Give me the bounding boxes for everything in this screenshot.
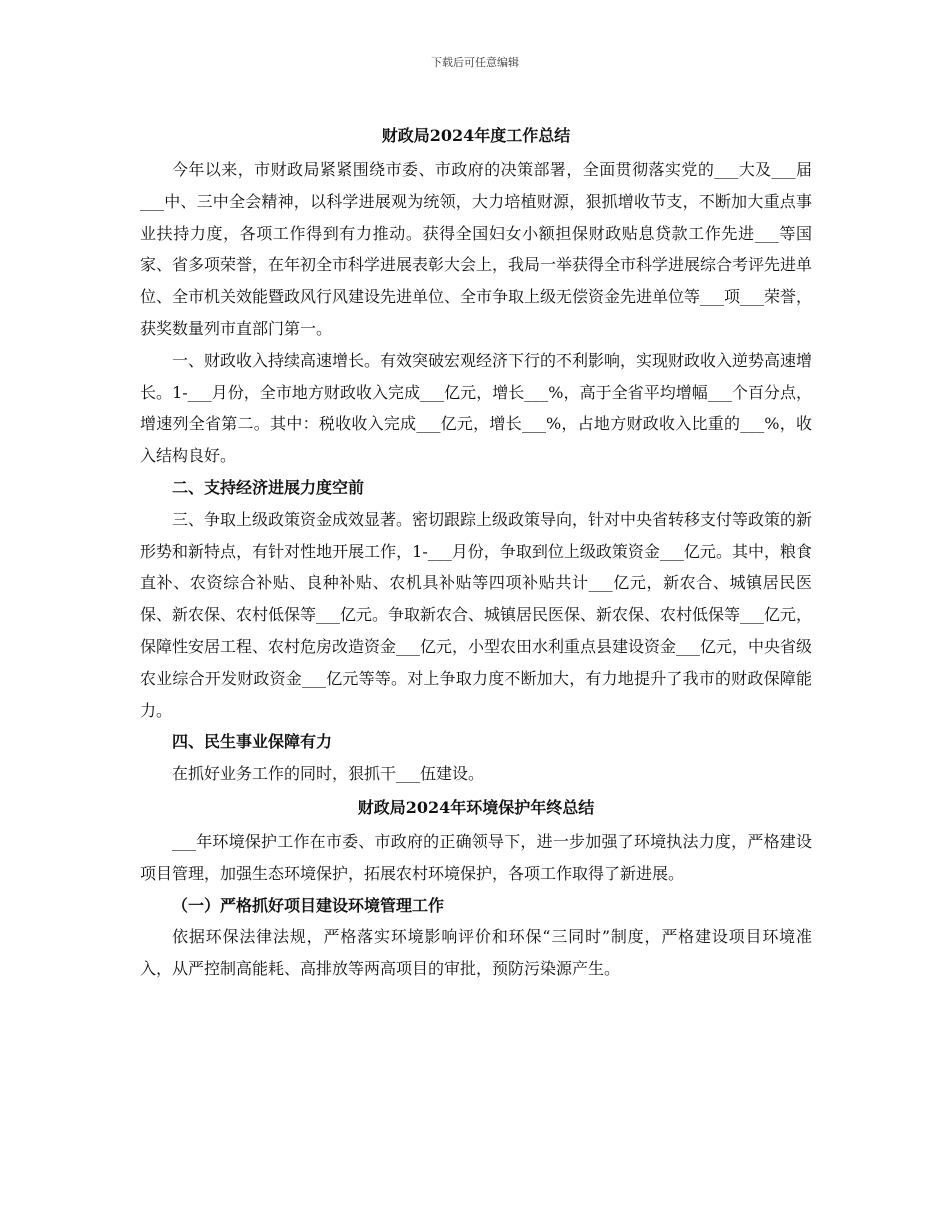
section2-paragraph-intro: ___年环境保护工作在市委、市政府的正确领导下，进一步加强了环境执法力度，严格建设项目管理，加强生态环境保护，拓展农村环境保护，各项工作取得了新进展。 xyxy=(140,831,812,883)
section1-paragraph-revenue: 一、财政收入持续高速增长。有效突破宏观经济下行的不利影响，实现财政收入逆势高速增长。1-___月份，全市地方财政收入完成___亿元，增长___%，高于全省平均增幅___个百分点，增速列全省第二。其中：税收收入完成___亿元，增长___%，占地方财政收入比重的___%，收入结构良好。 xyxy=(140,350,813,466)
section2-paragraph-eia: 依据环保法律法规，严格落实环境影响评价和环保“三同时”制度，严格建设项目环境准入，从严控制高能耗、高排放等两高项目的审批，预防污染源产生。 xyxy=(140,927,812,979)
section1-paragraph-intro: 今年以来，市财政局紧紧围绕市委、市政府的决策部署，全面贯彻落实党的___大及___届___中、三中全会精神，以科学进展观为统领，大力培植财源，狠抓增收节支，不断加大重点事业扶持力度，各项工作得到有力推动。获得全国妇女小额担保财政贴息贷款工作先进___等国家、省多项荣誉，在年初全市科学进展表彰大会上，我局一举获得全市科学进展综合考评先进单位、全市机关效能暨政风行风建设先进单位、全市争取上级无偿资金先进单位等___项___荣誉，获奖数量列市直部门第一。 xyxy=(140,160,813,338)
section1-title: 财政局2024年度工作总结 xyxy=(381,126,571,145)
section2-heading-project-management: （一）严格抓好项目建设环境管理工作 xyxy=(172,895,445,915)
section1-heading-livelihood: 四、民生事业保障有力 xyxy=(172,732,333,752)
document-body xyxy=(140,118,812,985)
section2-title: 财政局2024年环境保护年终总结 xyxy=(357,797,595,817)
page-header-note: 下载后可任意编辑 xyxy=(431,56,519,69)
section1-paragraph-funds: 三、争取上级政策资金成效显著。密切跟踪上级政策导向，针对中央省转移支付等政策的新形势和新特点，有针对性地开展工作，1-___月份，争取到位上级政策资金___亿元。其中，粮食直补、农资综合补贴、良种补贴、农机具补贴等四项补贴共计___亿元，新农合、城镇居民医保、新农保、农村低保等___亿元。争取新农合、城镇居民医保、新农保、农村低保等___亿元，保障性安居工程、农村危房改造资金___亿元，小型农田水利重点县建设资金___亿元，中央省级农业综合开发财政资金___亿元等等。对上争取力度不断加大，有力地提升了我市的财政保障能力。 xyxy=(140,509,813,720)
section1-paragraph-team: 在抓好业务工作的同时，狠抓干___伍建设。 xyxy=(172,764,485,784)
section1-heading-economy: 二、支持经济进展力度空前 xyxy=(172,477,365,497)
